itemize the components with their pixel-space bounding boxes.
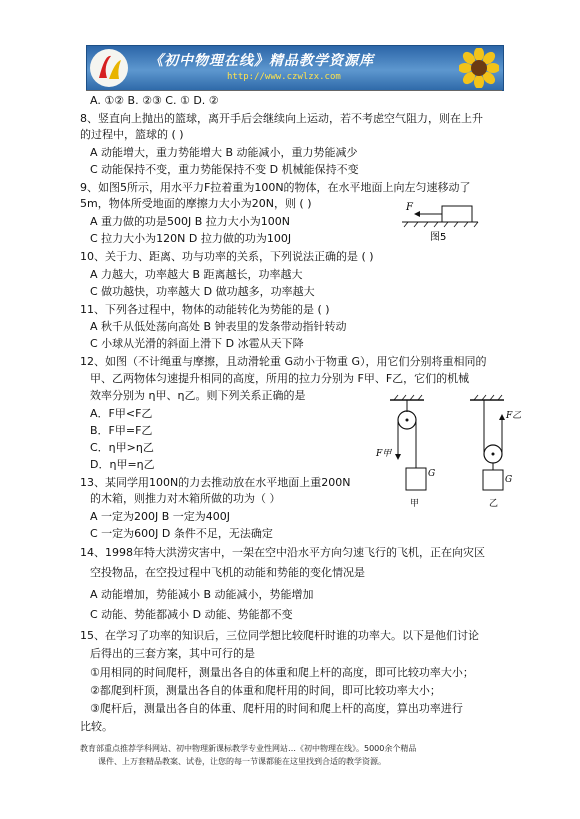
footer-line-2: 课件、上万套精品教案、试卷，让您的每一节课都能在这里找到合适的教学资源。 (98, 757, 386, 766)
q9-options-cd: C 拉力大小为120N D 拉力做的功为100J (90, 232, 292, 245)
q9-stem-1: 9、如图5所示，用水平力F拉着重为100N的物体，在水平地面上向左匀速移动了 (80, 181, 471, 194)
q10-options-ab: A 力越大，功率越大 B 距离越长，功率越大 (90, 268, 303, 281)
fig5-force-label: F (406, 202, 413, 213)
sunflower-icon (459, 48, 499, 88)
q13-options-cd: C 一定为600J D 条件不足，无法确定 (90, 527, 273, 540)
force-label-left: F甲 (376, 449, 392, 459)
q9-stem-2: 5m，物体所受地面的摩擦力大小为20N，则 ( ) (80, 197, 312, 210)
q15-plan-1: ①用相同的时间爬杆，测量出各自的体重和爬上杆的高度，即可比较功率大小； (90, 666, 474, 679)
weight-label-right: G (505, 475, 513, 485)
weight-block-right (483, 470, 503, 490)
pulley-figure (372, 392, 522, 517)
arrow-head-icon (499, 414, 505, 420)
q11-options-cd: C 小球从光滑的斜面上滑下 D 冰雹从天下降 (90, 337, 304, 350)
arrow-head-icon (395, 454, 401, 460)
banner-title: 《初中物理在线》精品教学资源库 (149, 53, 374, 69)
caption-left: 甲 (410, 499, 420, 509)
weight-block-left (406, 468, 426, 490)
footer-line-1: 教育部重点推荐学科网站、初中物理新课标教学专业性网站…《初中物理在线》。5000余个精品 (80, 744, 417, 753)
q14-options-ab: A 动能增加，势能减小 B 动能减小，势能增加 (90, 588, 314, 601)
q12-option-c: C．η甲>η乙 (90, 441, 154, 454)
caption-right: 乙 (489, 499, 499, 509)
q11-options-ab: A 秋千从低处荡向高处 B 钟表里的发条带动指针转动 (90, 320, 347, 333)
q10-options-cd: C 做功越快，功率越大 D 做功越多，功率越大 (90, 285, 315, 298)
q15-stem-2: 后得出的三套方案，其中可行的是 (90, 647, 255, 660)
q15-plan-3: ③爬杆后，测量出各自的体重、爬杆用的时间和爬上杆的高度，算出功率进行 (90, 702, 463, 715)
q12-stem-3: 效率分别为 η甲、η乙。则下列关系正确的是 (90, 389, 306, 402)
block (442, 206, 472, 222)
site-logo-icon (89, 48, 129, 88)
header-banner (86, 45, 504, 91)
q10-stem: 10、关于力、距离、功与功率的关系，下列说法正确的是 ( ) (80, 250, 374, 263)
q15-plan-2: ②都爬到杆顶，测量出各自的体重和爬杆用的时间，即可比较功率大小； (90, 684, 441, 697)
q9-options-ab: A 重力做的功是500J B 拉力大小为100N (90, 215, 291, 228)
q13-stem-1: 13、某同学用100N的力去推动放在水平地面上重200N (80, 476, 351, 489)
q12-stem-1: 12、如图（不计绳重与摩擦，且动滑轮重 G动小于物重 G），用它们分别将重相同的 (80, 355, 487, 368)
header-rule (86, 90, 502, 91)
figure-5 (400, 200, 480, 245)
fig5-caption: 图5 (430, 232, 447, 243)
q8-options-ab: A 动能增大，重力势能增大 B 动能减小，重力势能减少 (90, 146, 358, 159)
q15-plan-3-end: 比较。 (80, 720, 113, 733)
arrow-head-icon (414, 211, 420, 217)
page-footer (80, 742, 510, 768)
q8-stem-1: 8、竖直向上抛出的篮球，离开手后会继续向上运动，若不考虑空气阻力，则在上升 (80, 112, 483, 125)
q12-option-a: A．F甲<F乙 (90, 407, 153, 420)
q14-stem-1: 14、1998年特大洪涝灾害中，一架在空中沿水平方向匀速飞行的飞机，正在向灾区 (80, 546, 485, 559)
weight-label-left: G (428, 469, 436, 479)
q15-stem-1: 15、在学习了功率的知识后，三位同学想比较爬杆时谁的功率大。以下是他们讨论 (80, 629, 479, 642)
q8-stem-2: 的过程中，篮球的 ( ) (80, 128, 184, 141)
q13-stem-2: 的木箱，则推力对木箱所做的功为（ ） (90, 492, 281, 505)
q13-options-ab: A 一定为200J B 一定为400J (90, 510, 231, 523)
force-label-right: F乙 (506, 411, 522, 421)
q14-stem-2: 空投物品，在空投过程中飞机的动能和势能的变化情况是 (90, 566, 365, 579)
banner-url[interactable]: http://www.czwlzx.com (227, 72, 341, 82)
q12-option-d: D．η甲=η乙 (90, 458, 155, 471)
q14-options-cd: C 动能、势能都减小 D 动能、势能都不变 (90, 608, 293, 621)
q12-stem-2: 甲、乙两物体匀速提升相同的高度，所用的拉力分别为 F甲、F乙，它们的机械 (90, 372, 470, 385)
q12-option-b: B．F甲=F乙 (90, 424, 153, 437)
q11-stem: 11、下列各过程中，物体的动能转化为势能的是 ( ) (80, 303, 330, 316)
ground-hatch (404, 222, 478, 227)
q8-options-cd: C 动能保持不变，重力势能保持不变 D 机械能保持不变 (90, 163, 359, 176)
q7-options: A. ①② B. ②③ C. ① D. ② (90, 94, 219, 107)
